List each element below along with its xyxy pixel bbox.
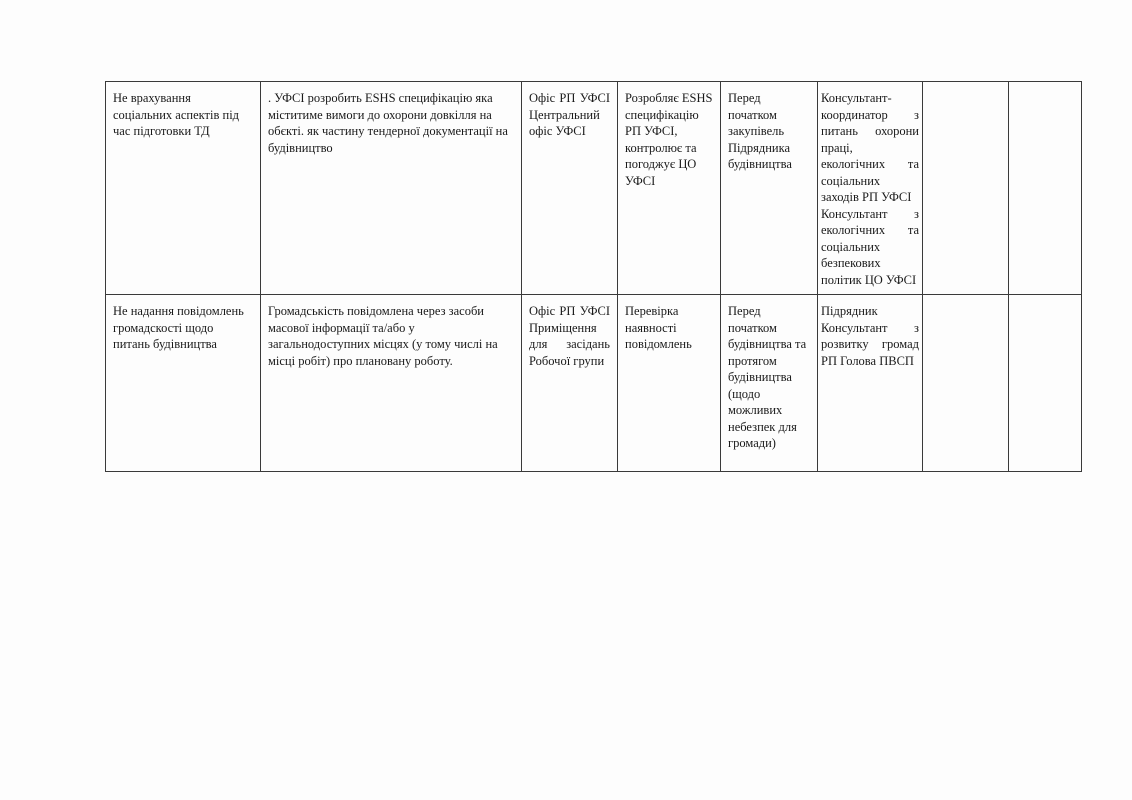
issue-cell: Не врахування соціальних аспектів під час підготовки ТД (106, 82, 261, 295)
table-row (106, 295, 1082, 472)
location-cell: Офіс РП УФСІ Центральний офіс УФСІ (522, 82, 618, 295)
timing-cell: Перед початком будівництва та протягом будівництва (щодо можливих небезпек для громади) (721, 295, 818, 472)
responsible-line: Підрядник Консультант з розвитку громад РП Голова ПВСП (821, 304, 919, 368)
monitoring-cell: Розробляє ESHS специфікацію РП УФСІ, контролює та погоджує ЦО УФСІ (618, 82, 721, 295)
environmental-social-table (105, 81, 1082, 472)
measure-cell: Громадськість повідомлена через засоби масової інформації та/або у загальнодоступних місцях (у тому числі на місці робіт) про плановану роботу. (261, 295, 522, 472)
monitoring-cell: Перевірка наявності повідомлень (618, 295, 721, 472)
location-cell: Офіс РП УФСІ Приміщення для засідань Робочої групи (522, 295, 618, 472)
responsible-cell (818, 82, 923, 295)
responsible-cell (818, 295, 923, 472)
empty-cell (1009, 82, 1082, 295)
timing-cell: Перед початком закупівель Підрядника будівництва (721, 82, 818, 295)
responsible-line: Консультант-координатор з питань охорони праці, екологічних та соціальних заходів РП УФСІ (821, 91, 919, 204)
empty-cell (923, 82, 1009, 295)
responsible-line: Консультант з екологічних та соціальних безпекових політик ЦО УФСІ (821, 206, 919, 287)
table-row (106, 82, 1082, 295)
empty-cell (1009, 295, 1082, 472)
issue-cell: Не надання повідомлень громадскості щодо питань будівництва (106, 295, 261, 472)
measure-cell: . УФСІ розробить ESHS специфікацію яка міститиме вимоги до охорони довкілля на обєкті. як частину тендерної документації на будівництво (261, 82, 522, 295)
empty-cell (923, 295, 1009, 472)
